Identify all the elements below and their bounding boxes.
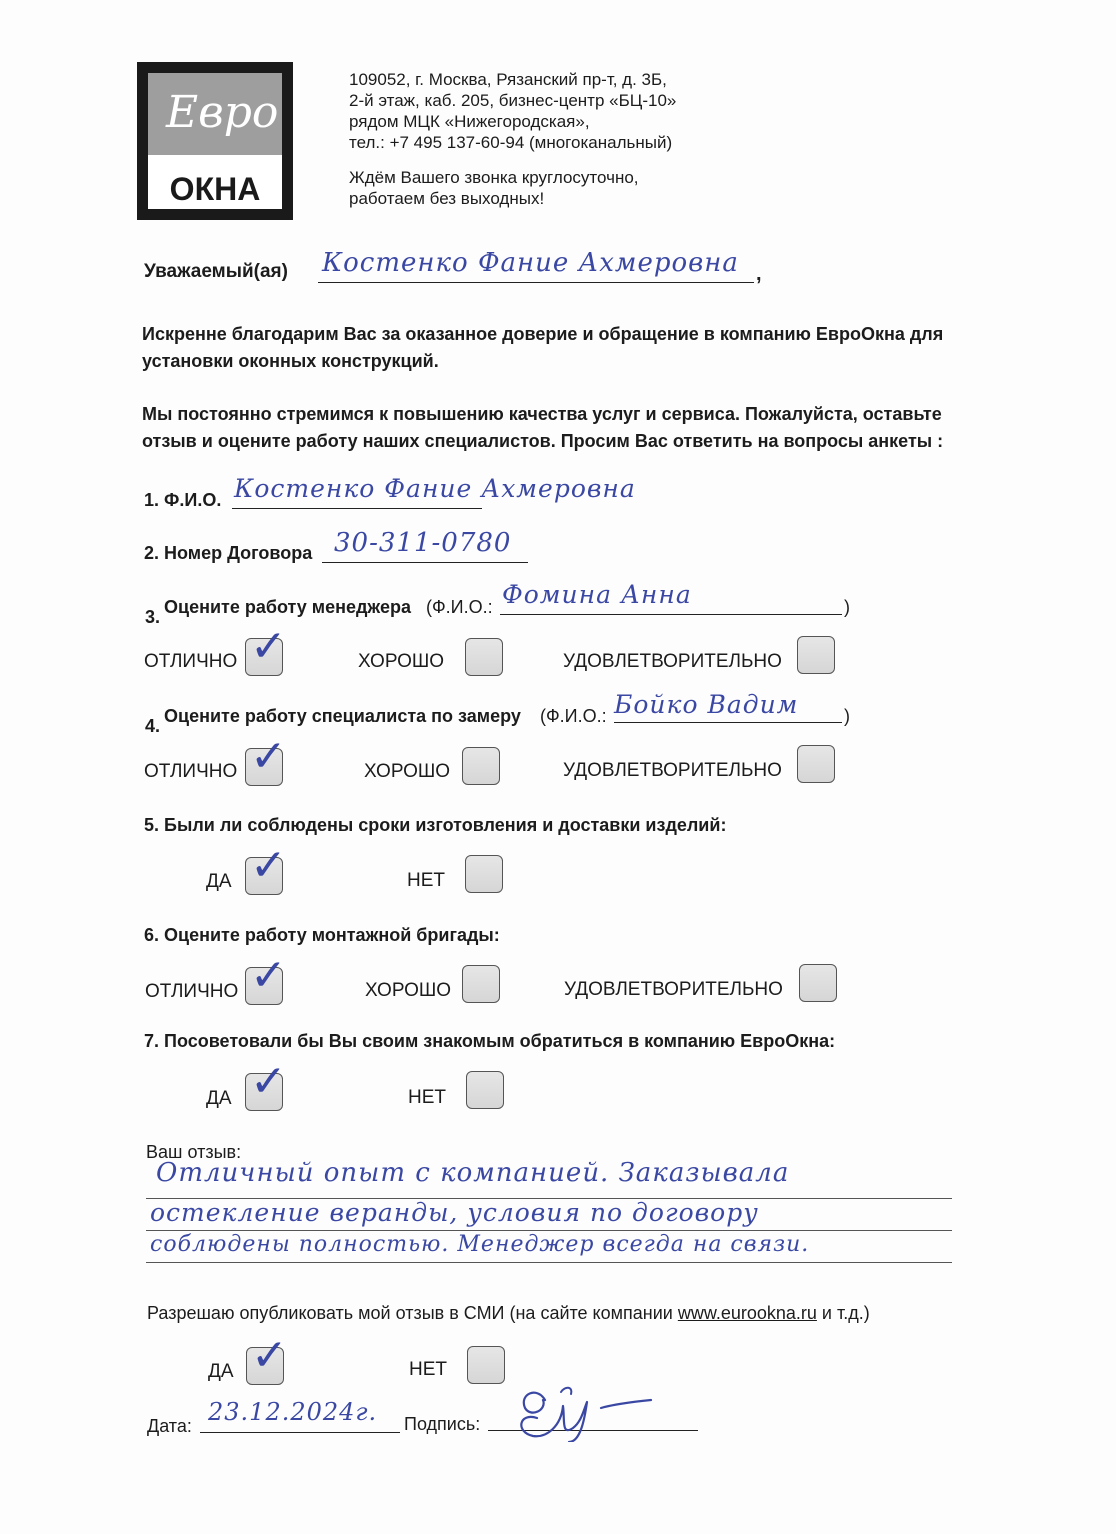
- q4-option-checkbox-good[interactable]: [462, 747, 500, 785]
- check-mark-icon: ✓: [250, 731, 287, 782]
- q5-label: 5. Были ли соблюдены сроки изготовления и доставки изделий:: [144, 815, 727, 835]
- publish-label-post: и т.д.): [816, 1303, 870, 1323]
- publish-option-label: НЕТ: [409, 1359, 447, 1380]
- q3-close-paren: ): [844, 597, 850, 617]
- q4-measurer-field[interactable]: Бойко Вадим: [614, 690, 799, 719]
- check-mark-icon: ✓: [250, 950, 287, 1001]
- greeting-comma: ,: [756, 263, 762, 285]
- q1-label: 1. Ф.И.О.: [144, 490, 222, 510]
- review-text-line: остекление веранды, условия по договору: [150, 1198, 759, 1227]
- review-text-line: Отличный опыт с компанией. Заказывала: [156, 1158, 790, 1188]
- greeting-label: Уважаемый(ая): [144, 261, 288, 282]
- q3-option-label: УДОВЛЕТВОРИТЕЛЬНО: [563, 651, 782, 672]
- q3-fio-label: (Ф.И.О.:: [426, 597, 493, 617]
- q2-underline: [322, 562, 528, 563]
- check-mark-icon: ✓: [250, 1056, 287, 1107]
- publish-option-label: ДА: [208, 1361, 234, 1382]
- q3-label: Оцените работу менеджера: [164, 597, 411, 617]
- check-mark-icon: ✓: [250, 621, 287, 672]
- call-line: Ждём Вашего звонка круглосуточно,: [349, 168, 639, 187]
- q1-underline: [232, 508, 482, 509]
- q5-option-checkbox-no[interactable]: [465, 855, 503, 893]
- check-mark-icon: ✓: [250, 840, 287, 891]
- publish-label-pre: Разрешаю опубликовать мой отзыв в СМИ (на сайте компании: [147, 1303, 678, 1323]
- intro-paragraph-2: Мы постоянно стремимся к повышению качества услуг и сервиса. Пожалуйста, оставьте отзыв и оцените работу наших специалистов. Просим Вас ответить на вопросы анкеты :: [142, 404, 944, 451]
- address-line: 2-й этаж, каб. 205, бизнес-центр «БЦ-10»: [349, 91, 677, 110]
- q3-option-checkbox-good[interactable]: [465, 638, 503, 676]
- review-line: [146, 1230, 952, 1231]
- q4-option-label: ХОРОШО: [364, 761, 451, 782]
- q6-option-label: ОТЛИЧНО: [145, 981, 239, 1002]
- q7-option-checkbox-no[interactable]: [466, 1071, 504, 1109]
- q3-option-label: ОТЛИЧНО: [144, 651, 238, 672]
- q6-label: 6. Оцените работу монтажной бригады:: [144, 925, 500, 945]
- review-text-line: соблюдены полностью. Менеджер всегда на связи.: [150, 1232, 810, 1257]
- greeting-underline: [318, 282, 754, 283]
- q6-option-checkbox-good[interactable]: [462, 965, 500, 1003]
- q5-option-label: ДА: [206, 871, 232, 892]
- logo-block-text: ОКНА: [169, 171, 261, 207]
- q7-label: 7. Посоветовали бы Вы своим знакомым обратиться в компанию ЕвроОкна:: [144, 1031, 836, 1051]
- check-mark-icon: ✓: [251, 1330, 288, 1381]
- q6-option-label: ХОРОШО: [365, 980, 452, 1001]
- company-address: [349, 69, 676, 209]
- logo-top-panel: [148, 73, 282, 155]
- q4-option-label: УДОВЛЕТВОРИТЕЛЬНО: [563, 760, 782, 781]
- q3-number: 3.: [145, 607, 161, 627]
- greeting-name-field[interactable]: Костенко Фание Ахмеровна: [322, 248, 739, 278]
- q6-option-checkbox-excellent[interactable]: [245, 950, 287, 1005]
- review-line: [146, 1262, 952, 1263]
- q3-option-label: ХОРОШО: [358, 651, 445, 672]
- q4-fio-label: (Ф.И.О.:: [540, 706, 607, 726]
- q4-label: Оцените работу специалиста по замеру: [164, 706, 521, 726]
- q4-number: 4.: [145, 716, 161, 736]
- intro-paragraph-1: Искренне благодарим Вас за оказанное доверие и обращение в компанию ЕвроОкна для установки оконных конструкций.: [142, 324, 944, 371]
- q1-fio-field[interactable]: Костенко Фание Ахмеровна: [234, 474, 636, 503]
- handwritten-signature[interactable]: [505, 1378, 675, 1442]
- address-line: 109052, г. Москва, Рязанский пр-т, д. 3Б,: [349, 70, 667, 89]
- q5-option-checkbox-yes[interactable]: [245, 840, 287, 895]
- q5-option-label: НЕТ: [407, 870, 445, 891]
- q3-option-checkbox-excellent[interactable]: [245, 621, 287, 676]
- q2-contract-field[interactable]: 30-311-0780: [334, 528, 512, 558]
- q6-option-checkbox-satisfactory[interactable]: [799, 964, 837, 1002]
- q7-option-checkbox-yes[interactable]: [245, 1056, 287, 1111]
- company-website-link[interactable]: www.eurookna.ru: [677, 1303, 817, 1323]
- signature-label: Подпись:: [404, 1414, 481, 1434]
- logo-script-text: Евро: [166, 87, 279, 138]
- address-phone: тел.: +7 495 137-60-94 (многоканальный): [349, 133, 673, 152]
- q4-option-checkbox-satisfactory[interactable]: [797, 745, 835, 783]
- date-label: Дата:: [147, 1416, 192, 1436]
- review-label: Ваш отзыв:: [146, 1142, 242, 1162]
- q4-option-label: ОТЛИЧНО: [144, 761, 238, 782]
- call-line: работаем без выходных!: [349, 189, 545, 208]
- q2-label: 2. Номер Договора: [144, 543, 313, 563]
- q4-underline: [614, 722, 842, 723]
- q6-option-label: УДОВЛЕТВОРИТЕЛЬНО: [564, 979, 783, 1000]
- q7-option-label: НЕТ: [408, 1087, 446, 1108]
- date-field[interactable]: 23.12.2024г.: [208, 1398, 378, 1426]
- q4-close-paren: ): [844, 706, 850, 726]
- q3-underline: [500, 614, 842, 615]
- q4-option-checkbox-excellent[interactable]: [245, 731, 287, 786]
- date-underline: [200, 1432, 400, 1433]
- address-line: рядом МЦК «Нижегородская»,: [349, 112, 590, 131]
- logo-bottom-panel: [148, 155, 282, 209]
- q3-manager-field[interactable]: Фомина Анна: [502, 580, 692, 609]
- publish-permission-label: [147, 1303, 870, 1324]
- company-logo: [137, 62, 293, 220]
- publish-option-checkbox-yes[interactable]: [246, 1330, 288, 1385]
- publish-option-checkbox-no[interactable]: [467, 1346, 505, 1384]
- q3-option-checkbox-satisfactory[interactable]: [797, 636, 835, 674]
- q7-option-label: ДА: [206, 1088, 232, 1109]
